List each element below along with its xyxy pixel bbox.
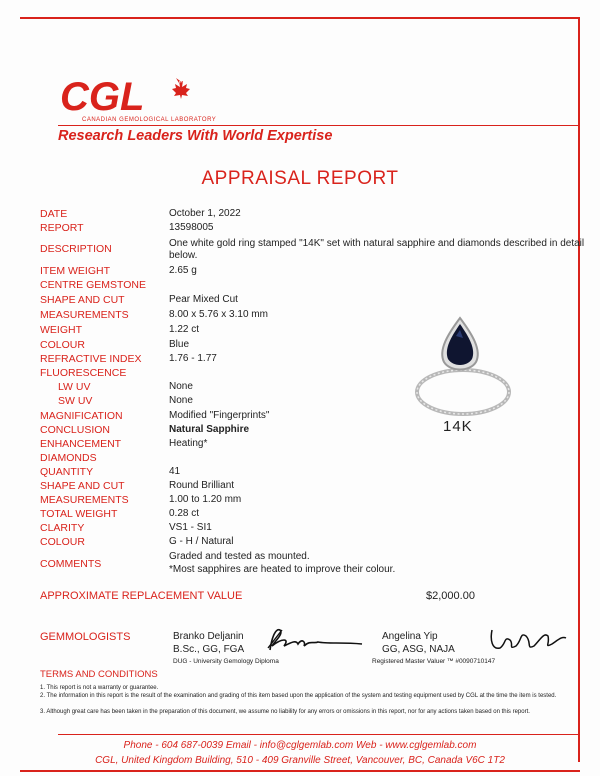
gemmologist-1-diploma: DUG - University Gemology Diploma <box>173 658 279 665</box>
value-refractive-index: 1.76 - 1.77 <box>169 353 217 364</box>
footer-contact: Phone - 604 687-0039 Email - info@cglgemlab.com Web - www.cglgemlab.com <box>123 740 477 751</box>
gemmologist-1-credentials: B.Sc., GG, FGA <box>173 644 245 655</box>
label-weight: WEIGHT <box>40 324 82 336</box>
value-date: October 1, 2022 <box>169 208 241 219</box>
value-conclusion: Natural Sapphire <box>169 424 250 435</box>
term-1: 1. This report is not a warranty or guarantee. <box>40 685 159 691</box>
maple-leaf-icon <box>172 78 190 99</box>
value-description: One white gold ring stamped "14K" set with natural sapphire and diamonds described in detail below. <box>169 238 585 261</box>
label-clarity: CLARITY <box>40 522 85 534</box>
label-shape-cut: SHAPE AND CUT <box>40 294 125 306</box>
gemmologist-2-credentials: GG, ASG, NAJA <box>382 644 455 655</box>
label-sw-uv: SW UV <box>58 395 93 407</box>
value-lw-uv: None <box>169 381 193 392</box>
value-enhancement: Heating* <box>169 438 208 449</box>
label-description: DESCRIPTION <box>40 243 112 255</box>
value-diamond-shape: Round Brilliant <box>169 480 235 491</box>
logo-letters: CGL <box>60 75 145 119</box>
label-diamond-shape: SHAPE AND CUT <box>40 480 125 492</box>
page-title: APPRAISAL REPORT <box>201 168 399 189</box>
ring-photo <box>408 312 518 430</box>
label-comments: COMMENTS <box>40 558 102 570</box>
header-rule <box>58 125 578 126</box>
label-diamond-colour: COLOUR <box>40 536 85 548</box>
label-diamond-measurements: MEASUREMENTS <box>40 494 129 506</box>
label-lw-uv: LW UV <box>58 381 91 393</box>
replacement-value: $2,000.00 <box>426 590 475 602</box>
value-colour: Blue <box>169 339 190 350</box>
right-border <box>578 17 580 762</box>
terms-heading: TERMS AND CONDITIONS <box>40 669 158 680</box>
cgl-logo <box>58 72 198 120</box>
section-diamonds: DIAMONDS <box>40 452 97 464</box>
label-conclusion: CONCLUSION <box>40 424 111 436</box>
label-total-weight: TOTAL WEIGHT <box>40 508 118 520</box>
gemmologist-2-registration: Registered Master Valuer ™ #0090710147 <box>372 658 496 665</box>
label-measurements: MEASUREMENTS <box>40 309 129 321</box>
gemmologists-label: GEMMOLOGISTS <box>40 631 131 643</box>
value-magnification: Modified "Fingerprints" <box>169 410 270 421</box>
gemmologist-2-name: Angelina Yip <box>382 631 438 642</box>
value-total-weight: 0.28 ct <box>169 508 200 519</box>
value-diamond-measurements: 1.00 to 1.20 mm <box>169 494 242 505</box>
value-quantity: 41 <box>169 466 181 477</box>
comment-line-2: *Most sapphires are heated to improve their colour. <box>169 564 396 575</box>
signature-2 <box>486 622 572 656</box>
section-centre-gemstone: CENTRE GEMSTONE <box>40 279 146 291</box>
label-refractive-index: REFRACTIVE INDEX <box>40 353 142 365</box>
label-item-weight: ITEM WEIGHT <box>40 265 110 277</box>
replacement-value-label: APPROXIMATE REPLACEMENT VALUE <box>40 590 243 602</box>
label-magnification: MAGNIFICATION <box>40 410 123 422</box>
label-fluorescence: FLUORESCENCE <box>40 367 127 379</box>
value-clarity: VS1 - SI1 <box>169 522 212 533</box>
term-3: 3. Although great care has been taken in the preparation of this document, we assume no liability for any errors or omissions in this report, nor for any actions taken based on this report. <box>40 709 530 715</box>
label-enhancement: ENHANCEMENT <box>40 438 122 450</box>
value-report: 13598005 <box>169 222 214 233</box>
gemmologist-1-name: Branko Deljanin <box>173 631 244 642</box>
label-report: REPORT <box>40 222 84 234</box>
value-item-weight: 2.65 g <box>169 265 197 276</box>
term-2: 2. The information in this report is the result of the examination and grading of this item based upon the application of the system and testing equipment used by CGL at the time the item is tested. <box>40 693 557 699</box>
comment-line-1: Graded and tested as mounted. <box>169 551 310 562</box>
bottom-rule <box>20 770 580 772</box>
top-border <box>20 17 580 19</box>
value-weight: 1.22 ct <box>169 324 200 335</box>
value-measurements: 8.00 x 5.76 x 3.10 mm <box>169 309 268 320</box>
label-date: DATE <box>40 208 68 220</box>
tagline: Research Leaders With World Expertise <box>58 128 333 144</box>
footer-address: CGL, United Kingdom Building, 510 - 409 Granville Street, Vancouver, BC, Canada V6C 1T2 <box>95 755 505 766</box>
label-colour: COLOUR <box>40 339 85 351</box>
logo-subtitle: CANADIAN GEMOLOGICAL LABORATORY <box>82 117 217 123</box>
label-quantity: QUANTITY <box>40 466 94 478</box>
value-shape-cut: Pear Mixed Cut <box>169 294 238 305</box>
signature-1 <box>262 624 367 658</box>
value-sw-uv: None <box>169 395 193 406</box>
ring-stamp-label: 14K <box>443 418 473 435</box>
value-diamond-colour: G - H / Natural <box>169 536 234 547</box>
footer-rule <box>58 734 578 735</box>
